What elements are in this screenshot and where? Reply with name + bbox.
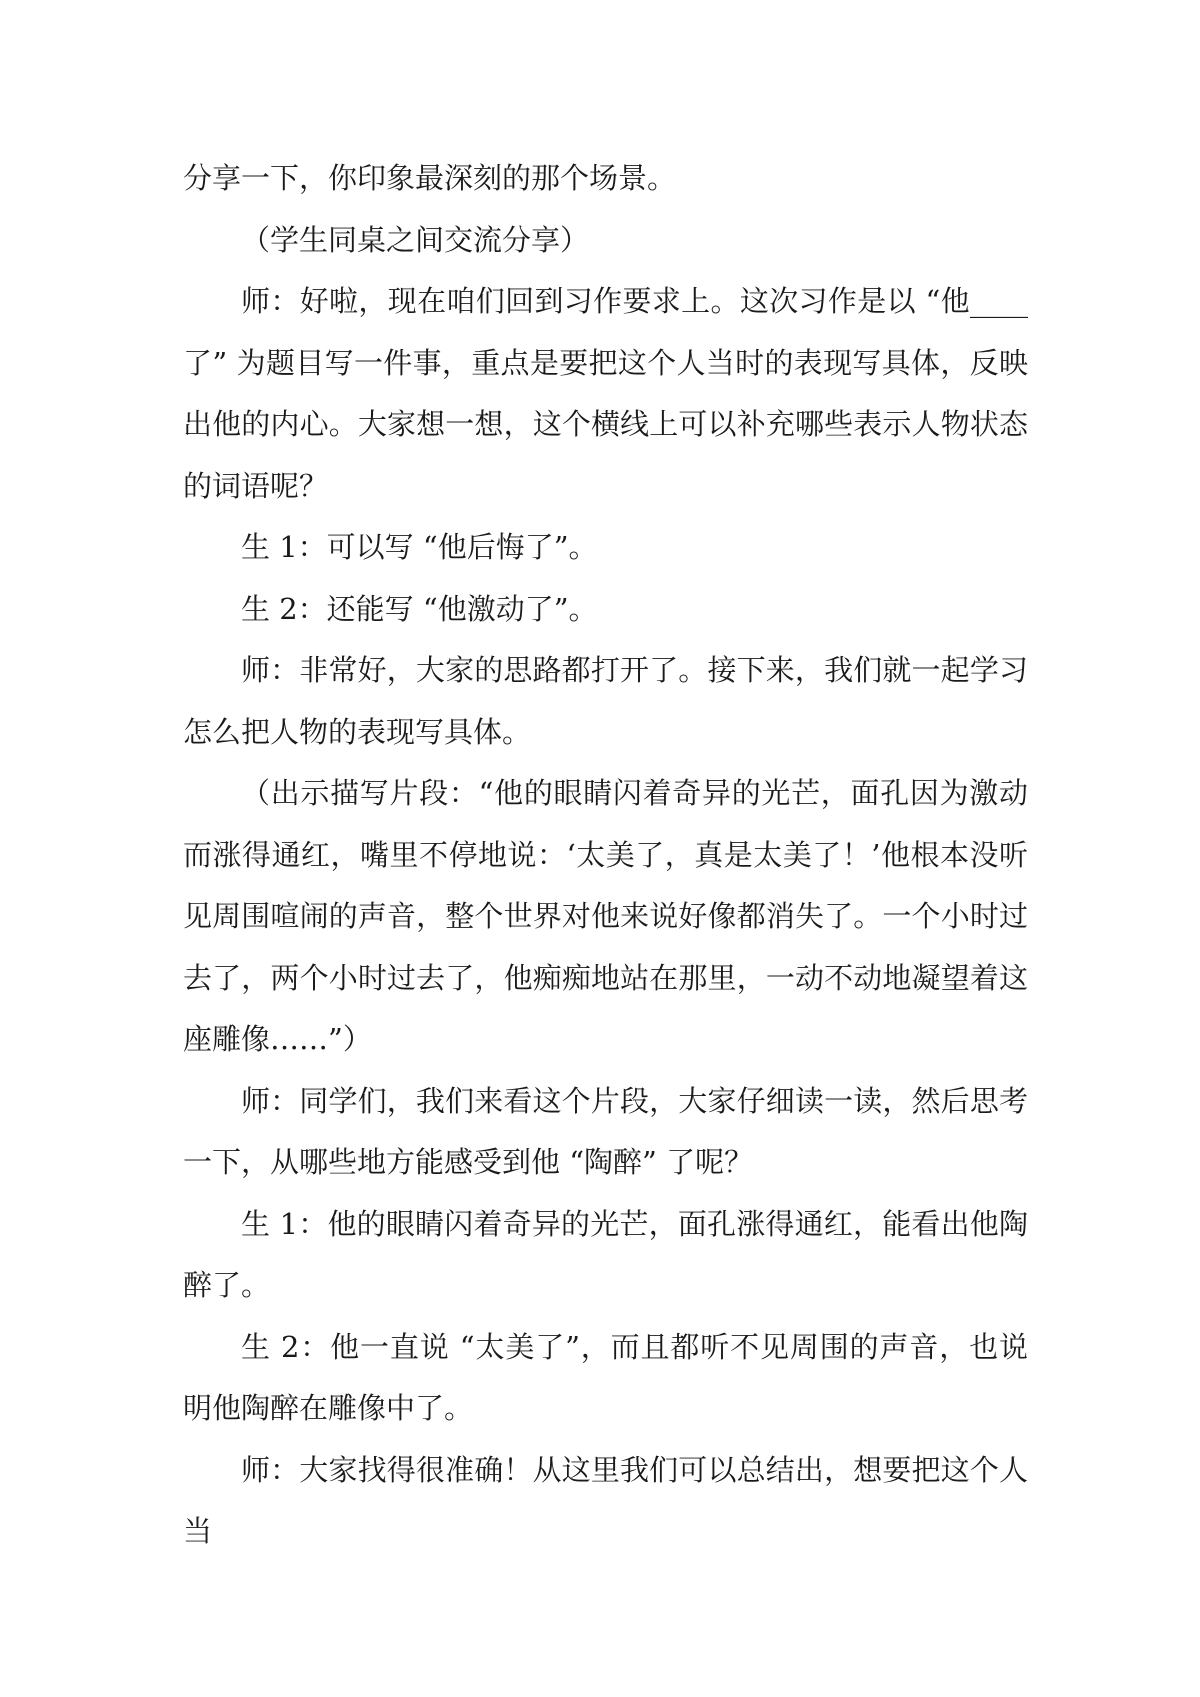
paragraph-teacher: 师：同学们，我们来看这个片段，大家仔细读一读，然后思考一下，从哪些地方能感受到他 “陶醉” 了呢？ <box>183 1083 1028 1179</box>
paragraph-teacher: 师：好啦，现在咱们回到习作要求上。这次习作是以 “他____了” 为题目写一件事，重点是要把这个人当时的表现写具体，反映出他的内心。大家想一想，这个横线上可以补充哪些表示人物状态的词语呢？ <box>183 284 1028 503</box>
paragraph-stage-direction: （学生同桌之间交流分享） <box>241 222 590 257</box>
paragraph-student: 生 1：他的眼睛闪着奇异的光芒，面孔涨得通红，能看出他陶醉了。 <box>183 1206 1028 1302</box>
paragraph-student: 生 2：他一直说 “太美了”，而且都听不见周围的声音，也说明他陶醉在雕像中了。 <box>183 1329 1028 1425</box>
paragraph-teacher: 师：大家找得很准确！从这里我们可以总结出，想要把这个人当 <box>183 1452 1028 1548</box>
paragraph-teacher: 师：非常好，大家的思路都打开了。接下来，我们就一起学习怎么把人物的表现写具体。 <box>183 653 1028 749</box>
paragraph-excerpt: （出示描写片段：“他的眼睛闪着奇异的光芒，面孔因为激动而涨得通红，嘴里不停地说：‘太美了，真是太美了！’他根本没听见周围喧闹的声音，整个世界对他来说好像都消失了。一个小时过去了，两个小时过去了，他痴痴地站在那里，一动不动地凝望着这座雕像……”） <box>183 776 1028 1056</box>
paragraph-continuation: 分享一下，你印象最深刻的那个场景。 <box>183 161 677 195</box>
lesson-transcript <box>183 148 1028 1563</box>
paragraph-student: 生 2：还能写 “他激动了”。 <box>241 591 598 626</box>
paragraph-student: 生 1：可以写 “他后悔了”。 <box>241 530 598 564</box>
